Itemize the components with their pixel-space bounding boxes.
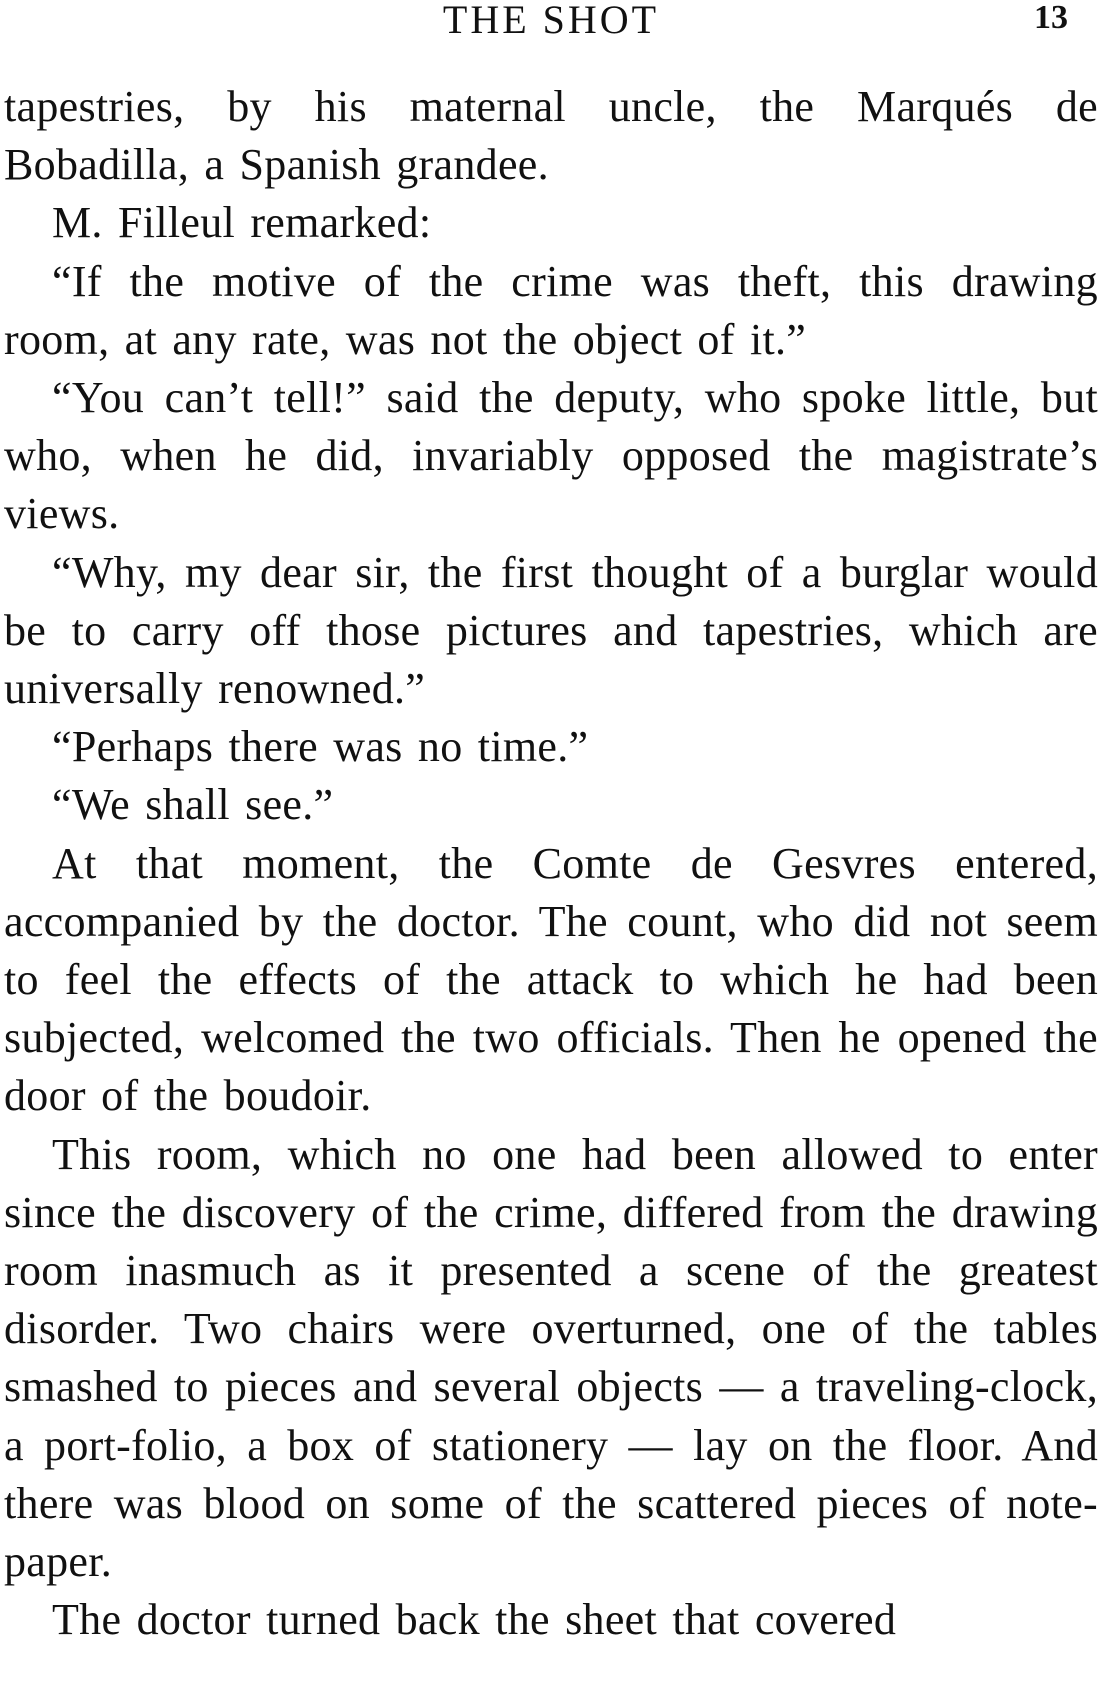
paragraph: “You can’t tell!” said the deputy, who spoke little, but who, when he did, invariably opposed the magistrate’s views. [4,373,1098,539]
paragraph: M. Filleul remarked: [52,198,432,248]
paragraph: “Why, my dear sir, the first thought of a burglar would be to carry off those pictures and tapestries, which are universally renowned.” [4,547,1098,714]
paragraph: At that moment, the Comte de Gesvres entered, accompanied by the doctor. The count, who did not seem to feel the effects of the attack to which he had been subjected, welcomed the two officials. Then he opened the door of the boudoir. [4,838,1098,1121]
paragraph-continued: tapestries, by his maternal uncle, the Marqués de Bobadilla, a Spanish grandee. [4,82,1098,190]
page-number: 13 [1034,0,1068,36]
paragraph: “If the motive of the crime was theft, this drawing room, at any rate, was not the object of it.” [4,256,1098,364]
paragraph: “Perhaps there was no time.” [52,722,589,772]
running-head [0,0,1102,44]
running-title: THE SHOT [442,0,660,42]
paragraph: This room, which no one had been allowed to enter since the discovery of the crime, differed from the drawing room inasmuch as it presented a scene of the greatest disorder. Two chairs were overturned, one of the tables smashed to pieces and several objects — a traveling-clock, a port-folio, a box of stationery — lay on the floor. And there was blood on some of the scattered pieces of note-paper. [4,1129,1098,1587]
paragraph: “We shall see.” [52,780,334,830]
paragraph: The doctor turned back the sheet that covered [52,1595,897,1645]
body-text [4,78,1098,1649]
